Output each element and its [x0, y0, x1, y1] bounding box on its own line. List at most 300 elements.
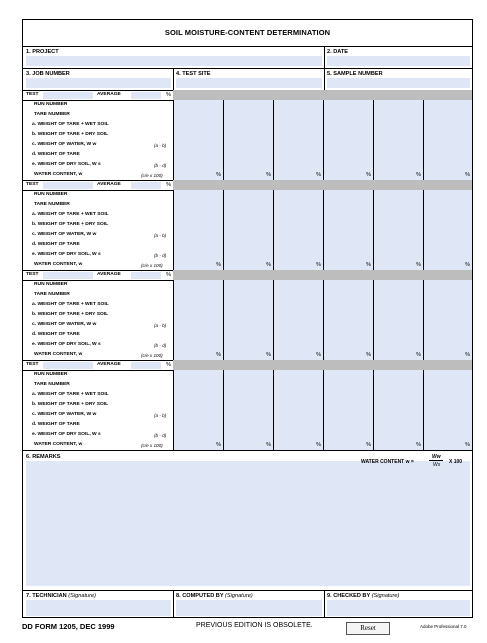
- cell-percent: %: [266, 352, 271, 358]
- average-percent: %: [166, 92, 171, 98]
- data-cell[interactable]: [173, 210, 223, 220]
- data-cell[interactable]: [223, 190, 273, 200]
- data-cell[interactable]: [373, 100, 423, 110]
- data-cell[interactable]: [323, 240, 373, 250]
- data-cell[interactable]: [173, 410, 223, 420]
- test-field[interactable]: [43, 362, 93, 369]
- data-cell[interactable]: [423, 320, 472, 330]
- cell-percent: %: [266, 442, 271, 448]
- data-cell[interactable]: [173, 310, 223, 320]
- data-cell[interactable]: [273, 190, 323, 200]
- block-header-shade: [173, 270, 472, 280]
- data-cell[interactable]: [373, 210, 423, 220]
- data-cell[interactable]: [273, 290, 323, 300]
- data-cell[interactable]: [373, 250, 423, 260]
- data-cell[interactable]: [223, 330, 273, 340]
- data-cell[interactable]: [273, 430, 323, 440]
- divider: [23, 68, 472, 69]
- data-cell[interactable]: [323, 230, 373, 240]
- data-cell[interactable]: [173, 160, 223, 170]
- data-cell[interactable]: [273, 150, 323, 160]
- row-label: e. WEIGHT OF DRY SOIL, W s: [32, 162, 101, 167]
- data-cell[interactable]: [273, 140, 323, 150]
- data-cell[interactable]: [173, 370, 223, 380]
- obsolete-notice: PREVIOUS EDITION IS OBSOLETE.: [196, 622, 313, 629]
- data-cell[interactable]: [323, 410, 373, 420]
- data-cell[interactable]: [323, 380, 373, 390]
- average-label: AVERAGE: [97, 362, 121, 367]
- row-formula: (b - d): [154, 342, 167, 348]
- data-cell[interactable]: [323, 220, 373, 230]
- form-id: DD FORM 1205, DEC 1999: [22, 622, 115, 631]
- checked-by-field[interactable]: [327, 600, 470, 616]
- test-block: [23, 360, 472, 450]
- remarks-label: 6. REMARKS: [26, 454, 61, 460]
- data-cell[interactable]: [323, 390, 373, 400]
- data-cell[interactable]: [223, 110, 273, 120]
- form-title: SOIL MOISTURE-CONTENT DETERMINATION: [164, 28, 331, 37]
- cell-percent: %: [465, 172, 470, 178]
- average-percent: %: [166, 362, 171, 368]
- data-cell[interactable]: [373, 390, 423, 400]
- row-label: TARE NUMBER: [34, 112, 70, 117]
- cell-percent: %: [416, 262, 421, 268]
- data-cell[interactable]: [423, 390, 472, 400]
- data-cell[interactable]: [323, 150, 373, 160]
- row-formula: (a - b): [154, 232, 167, 238]
- data-cell[interactable]: [323, 130, 373, 140]
- data-cell[interactable]: [373, 430, 423, 440]
- data-cell[interactable]: [323, 300, 373, 310]
- data-cell[interactable]: [423, 160, 472, 170]
- row-label: WATER CONTENT, w: [34, 442, 83, 447]
- divider: [173, 68, 174, 90]
- data-cell[interactable]: [173, 300, 223, 310]
- data-cell[interactable]: [373, 310, 423, 320]
- data-cell[interactable]: [423, 380, 472, 390]
- data-cell[interactable]: [223, 240, 273, 250]
- data-cell[interactable]: [173, 110, 223, 120]
- row-label: b. WEIGHT OF TARE + DRY SOIL: [32, 222, 109, 227]
- row-label: WATER CONTENT, w: [34, 352, 83, 357]
- data-cell[interactable]: [173, 200, 223, 210]
- row-label: d. WEIGHT OF TARE: [32, 152, 80, 157]
- data-cell[interactable]: [423, 200, 472, 210]
- data-cell[interactable]: [423, 400, 472, 410]
- data-cell[interactable]: [423, 310, 472, 320]
- data-cell[interactable]: [373, 290, 423, 300]
- cell-percent: %: [216, 352, 221, 358]
- data-cell[interactable]: [323, 430, 373, 440]
- computed-by-field[interactable]: [176, 600, 322, 616]
- average-field[interactable]: [131, 92, 161, 99]
- data-cell[interactable]: [173, 140, 223, 150]
- cell-percent: %: [465, 262, 470, 268]
- data-cell[interactable]: [373, 280, 423, 290]
- row-formula: (a - b): [154, 322, 167, 328]
- data-cell[interactable]: [173, 320, 223, 330]
- data-cell[interactable]: [273, 420, 323, 430]
- cell-percent: %: [316, 352, 321, 358]
- data-cell[interactable]: [273, 230, 323, 240]
- average-field[interactable]: [131, 182, 161, 189]
- data-cell[interactable]: [173, 290, 223, 300]
- sample-number-field[interactable]: [327, 78, 470, 88]
- row-formula: (b - d): [154, 432, 167, 438]
- data-cell[interactable]: [323, 310, 373, 320]
- block-header-shade: [173, 180, 472, 190]
- row-label: RUN NUMBER: [34, 372, 68, 377]
- data-cell[interactable]: [173, 390, 223, 400]
- checked-by-label: 9. CHECKED BY (Signature): [327, 593, 400, 599]
- reset-button[interactable]: Reset: [346, 622, 390, 635]
- software-note: Adobe Professional 7.0: [420, 624, 467, 629]
- data-cell[interactable]: [423, 210, 472, 220]
- data-cell[interactable]: [423, 120, 472, 130]
- data-cell[interactable]: [423, 220, 472, 230]
- data-cell[interactable]: [373, 370, 423, 380]
- computed-by-label: 8. COMPUTED BY (Signature): [176, 593, 253, 599]
- form-sheet: [22, 19, 473, 618]
- data-cell[interactable]: [373, 240, 423, 250]
- cell-percent: %: [216, 442, 221, 448]
- row-label: TARE NUMBER: [34, 202, 70, 207]
- data-cell[interactable]: [273, 340, 323, 350]
- row-label: RUN NUMBER: [34, 102, 68, 107]
- average-label: AVERAGE: [97, 272, 121, 277]
- data-cell[interactable]: [223, 220, 273, 230]
- data-cell[interactable]: [223, 300, 273, 310]
- data-cell[interactable]: [373, 230, 423, 240]
- cell-percent: %: [366, 352, 371, 358]
- data-cell[interactable]: [173, 280, 223, 290]
- data-cell[interactable]: [223, 310, 273, 320]
- data-cell[interactable]: [223, 430, 273, 440]
- data-cell[interactable]: [423, 340, 472, 350]
- data-cell[interactable]: [273, 370, 323, 380]
- data-cell[interactable]: [323, 140, 373, 150]
- sample-number-label: 5. SAMPLE NUMBER: [327, 71, 383, 77]
- data-cell[interactable]: [323, 320, 373, 330]
- cell-percent: %: [316, 442, 321, 448]
- formula-denominator: Ws: [433, 462, 441, 468]
- cell-percent: %: [366, 172, 371, 178]
- data-cell[interactable]: [423, 330, 472, 340]
- data-cell[interactable]: [423, 150, 472, 160]
- data-cell[interactable]: [373, 140, 423, 150]
- data-cell[interactable]: [273, 110, 323, 120]
- data-cell[interactable]: [273, 120, 323, 130]
- data-cell[interactable]: [223, 160, 273, 170]
- row-label: RUN NUMBER: [34, 192, 68, 197]
- data-cell[interactable]: [423, 100, 472, 110]
- row-label: c. WEIGHT OF WATER, W w: [32, 142, 97, 147]
- row-formula: (c/e x 100): [141, 172, 163, 178]
- data-cell[interactable]: [423, 190, 472, 200]
- data-cell[interactable]: [173, 340, 223, 350]
- block-header-shade: [173, 360, 472, 370]
- data-cell[interactable]: [223, 120, 273, 130]
- data-cell[interactable]: [173, 150, 223, 160]
- data-cell[interactable]: [223, 250, 273, 260]
- test-site-label: 4. TEST SITE: [176, 71, 211, 77]
- row-label: TARE NUMBER: [34, 292, 70, 297]
- test-label: TEST: [26, 182, 39, 187]
- project-label: 1. PROJECT: [26, 49, 59, 55]
- data-cell[interactable]: [423, 430, 472, 440]
- data-cell[interactable]: [223, 280, 273, 290]
- date-label: 2. DATE: [327, 49, 349, 55]
- data-cell[interactable]: [223, 200, 273, 210]
- divider: [324, 590, 325, 618]
- data-cell[interactable]: [423, 110, 472, 120]
- cell-percent: %: [316, 172, 321, 178]
- row-label: e. WEIGHT OF DRY SOIL, W s: [32, 342, 101, 347]
- data-cell[interactable]: [223, 100, 273, 110]
- data-cell[interactable]: [323, 200, 373, 210]
- technician-field[interactable]: [26, 600, 171, 616]
- row-formula: (c/e x 100): [141, 352, 163, 358]
- formula-numerator: Ww: [432, 454, 441, 460]
- row-label: b. WEIGHT OF TARE + DRY SOIL: [32, 402, 109, 407]
- data-cell[interactable]: [173, 430, 223, 440]
- row-label: WATER CONTENT, w: [34, 262, 83, 267]
- data-cell[interactable]: [273, 310, 323, 320]
- data-cell[interactable]: [273, 130, 323, 140]
- row-label: c. WEIGHT OF WATER, W w: [32, 322, 97, 327]
- data-cell[interactable]: [373, 120, 423, 130]
- test-block: [23, 180, 472, 270]
- data-cell[interactable]: [223, 420, 273, 430]
- row-label: d. WEIGHT OF TARE: [32, 422, 80, 427]
- divider: [324, 68, 325, 90]
- data-cell[interactable]: [323, 210, 373, 220]
- row-formula: (c/e x 100): [141, 262, 163, 268]
- data-cell[interactable]: [173, 100, 223, 110]
- data-cell[interactable]: [423, 250, 472, 260]
- average-percent: %: [166, 182, 171, 188]
- data-cell[interactable]: [323, 290, 373, 300]
- data-cell[interactable]: [373, 340, 423, 350]
- row-label: d. WEIGHT OF TARE: [32, 332, 80, 337]
- test-field[interactable]: [43, 182, 93, 189]
- data-cell[interactable]: [373, 400, 423, 410]
- divider: [23, 46, 472, 47]
- data-cell[interactable]: [423, 280, 472, 290]
- divider: [23, 590, 472, 591]
- data-cell[interactable]: [273, 320, 323, 330]
- test-site-field[interactable]: [176, 78, 322, 88]
- data-cell[interactable]: [423, 420, 472, 430]
- data-cell[interactable]: [323, 370, 373, 380]
- job-number-field[interactable]: [26, 78, 171, 88]
- data-cell[interactable]: [323, 340, 373, 350]
- divider: [324, 46, 325, 68]
- data-cell[interactable]: [223, 390, 273, 400]
- data-cell[interactable]: [373, 330, 423, 340]
- data-cell[interactable]: [173, 380, 223, 390]
- data-cell[interactable]: [173, 250, 223, 260]
- test-label: TEST: [26, 92, 39, 97]
- data-cell[interactable]: [223, 320, 273, 330]
- data-cell[interactable]: [323, 110, 373, 120]
- data-cell[interactable]: [373, 220, 423, 230]
- row-label: RUN NUMBER: [34, 282, 68, 287]
- divider: [173, 590, 174, 618]
- data-cell[interactable]: [173, 420, 223, 430]
- data-cell[interactable]: [223, 400, 273, 410]
- data-cell[interactable]: [423, 140, 472, 150]
- test-block: [23, 270, 472, 360]
- data-cell[interactable]: [323, 120, 373, 130]
- data-cell[interactable]: [273, 200, 323, 210]
- row-label: e. WEIGHT OF DRY SOIL, W s: [32, 432, 101, 437]
- average-field[interactable]: [131, 362, 161, 369]
- data-cell[interactable]: [273, 240, 323, 250]
- average-percent: %: [166, 272, 171, 278]
- row-label: TARE NUMBER: [34, 382, 70, 387]
- test-field[interactable]: [43, 92, 93, 99]
- data-cell[interactable]: [273, 220, 323, 230]
- cell-percent: %: [416, 352, 421, 358]
- data-cell[interactable]: [173, 330, 223, 340]
- data-cell[interactable]: [373, 190, 423, 200]
- average-field[interactable]: [131, 272, 161, 279]
- data-cell[interactable]: [423, 370, 472, 380]
- data-cell[interactable]: [373, 200, 423, 210]
- data-cell[interactable]: [173, 230, 223, 240]
- data-cell[interactable]: [273, 280, 323, 290]
- cell-percent: %: [416, 172, 421, 178]
- data-cell[interactable]: [323, 420, 373, 430]
- data-cell[interactable]: [273, 160, 323, 170]
- row-label: a. WEIGHT OF TARE + WET SOIL: [32, 212, 109, 217]
- cell-percent: %: [465, 352, 470, 358]
- data-cell[interactable]: [223, 340, 273, 350]
- data-cell[interactable]: [423, 130, 472, 140]
- data-cell[interactable]: [323, 250, 373, 260]
- data-cell[interactable]: [423, 240, 472, 250]
- row-formula: (a - b): [154, 412, 167, 418]
- technician-label: 7. TECHNICIAN (Signature): [26, 593, 96, 599]
- cell-percent: %: [216, 262, 221, 268]
- row-label: e. WEIGHT OF DRY SOIL, W s: [32, 252, 101, 257]
- cell-percent: %: [366, 442, 371, 448]
- data-cell[interactable]: [273, 100, 323, 110]
- row-label: d. WEIGHT OF TARE: [32, 242, 80, 247]
- data-cell[interactable]: [223, 140, 273, 150]
- data-cell[interactable]: [273, 330, 323, 340]
- cell-percent: %: [316, 262, 321, 268]
- test-block: [23, 90, 472, 180]
- data-cell[interactable]: [323, 400, 373, 410]
- data-cell[interactable]: [323, 330, 373, 340]
- test-label: TEST: [26, 272, 39, 277]
- data-cell[interactable]: [223, 130, 273, 140]
- data-cell[interactable]: [373, 160, 423, 170]
- row-label: c. WEIGHT OF WATER, W w: [32, 232, 97, 237]
- test-field[interactable]: [43, 272, 93, 279]
- fraction-bar: [429, 460, 443, 461]
- data-cell[interactable]: [373, 150, 423, 160]
- average-label: AVERAGE: [97, 182, 121, 187]
- data-cell[interactable]: [373, 410, 423, 420]
- cell-percent: %: [416, 442, 421, 448]
- data-cell[interactable]: [223, 210, 273, 220]
- cell-percent: %: [266, 262, 271, 268]
- data-cell[interactable]: [373, 110, 423, 120]
- data-cell[interactable]: [373, 130, 423, 140]
- divider: [23, 450, 472, 451]
- data-cell[interactable]: [373, 380, 423, 390]
- data-cell[interactable]: [173, 240, 223, 250]
- data-cell[interactable]: [323, 100, 373, 110]
- row-label: a. WEIGHT OF TARE + WET SOIL: [32, 392, 109, 397]
- formula-times: X 100: [449, 459, 463, 465]
- data-cell[interactable]: [423, 410, 472, 420]
- data-cell[interactable]: [423, 300, 472, 310]
- data-cell[interactable]: [223, 410, 273, 420]
- row-formula: (b - d): [154, 252, 167, 258]
- data-cell[interactable]: [373, 300, 423, 310]
- data-cell[interactable]: [223, 150, 273, 160]
- data-cell[interactable]: [173, 130, 223, 140]
- cell-percent: %: [465, 442, 470, 448]
- data-cell[interactable]: [173, 190, 223, 200]
- row-label: a. WEIGHT OF TARE + WET SOIL: [32, 302, 109, 307]
- data-cell[interactable]: [323, 160, 373, 170]
- data-cell[interactable]: [273, 410, 323, 420]
- cell-percent: %: [266, 172, 271, 178]
- row-label: b. WEIGHT OF TARE + DRY SOIL: [32, 132, 109, 137]
- row-label: a. WEIGHT OF TARE + WET SOIL: [32, 122, 109, 127]
- data-cell[interactable]: [423, 290, 472, 300]
- row-label: c. WEIGHT OF WATER, W w: [32, 412, 97, 417]
- data-cell[interactable]: [173, 120, 223, 130]
- row-label: WATER CONTENT, w: [34, 172, 83, 177]
- data-cell[interactable]: [273, 300, 323, 310]
- row-formula: (a - b): [154, 142, 167, 148]
- data-cell[interactable]: [223, 230, 273, 240]
- data-cell[interactable]: [273, 210, 323, 220]
- data-cell[interactable]: [273, 380, 323, 390]
- data-cell[interactable]: [223, 380, 273, 390]
- data-cell[interactable]: [223, 290, 273, 300]
- row-formula: (c/e x 100): [141, 442, 163, 448]
- data-cell[interactable]: [273, 390, 323, 400]
- data-cell[interactable]: [323, 190, 373, 200]
- data-cell[interactable]: [173, 400, 223, 410]
- data-cell[interactable]: [423, 230, 472, 240]
- cell-percent: %: [216, 172, 221, 178]
- data-cell[interactable]: [223, 370, 273, 380]
- water-content-formula-label: WATER CONTENT w =: [361, 459, 414, 465]
- remarks-field[interactable]: [26, 461, 470, 586]
- data-cell[interactable]: [273, 400, 323, 410]
- test-label: TEST: [26, 362, 39, 367]
- data-cell[interactable]: [373, 420, 423, 430]
- block-header-shade: [173, 90, 472, 100]
- data-cell[interactable]: [323, 280, 373, 290]
- row-formula: (b - d): [154, 162, 167, 168]
- project-field[interactable]: [26, 56, 322, 66]
- average-label: AVERAGE: [97, 92, 121, 97]
- row-label: b. WEIGHT OF TARE + DRY SOIL: [32, 312, 109, 317]
- data-cell[interactable]: [373, 320, 423, 330]
- date-field[interactable]: [327, 56, 470, 66]
- data-cell[interactable]: [173, 220, 223, 230]
- data-cell[interactable]: [273, 250, 323, 260]
